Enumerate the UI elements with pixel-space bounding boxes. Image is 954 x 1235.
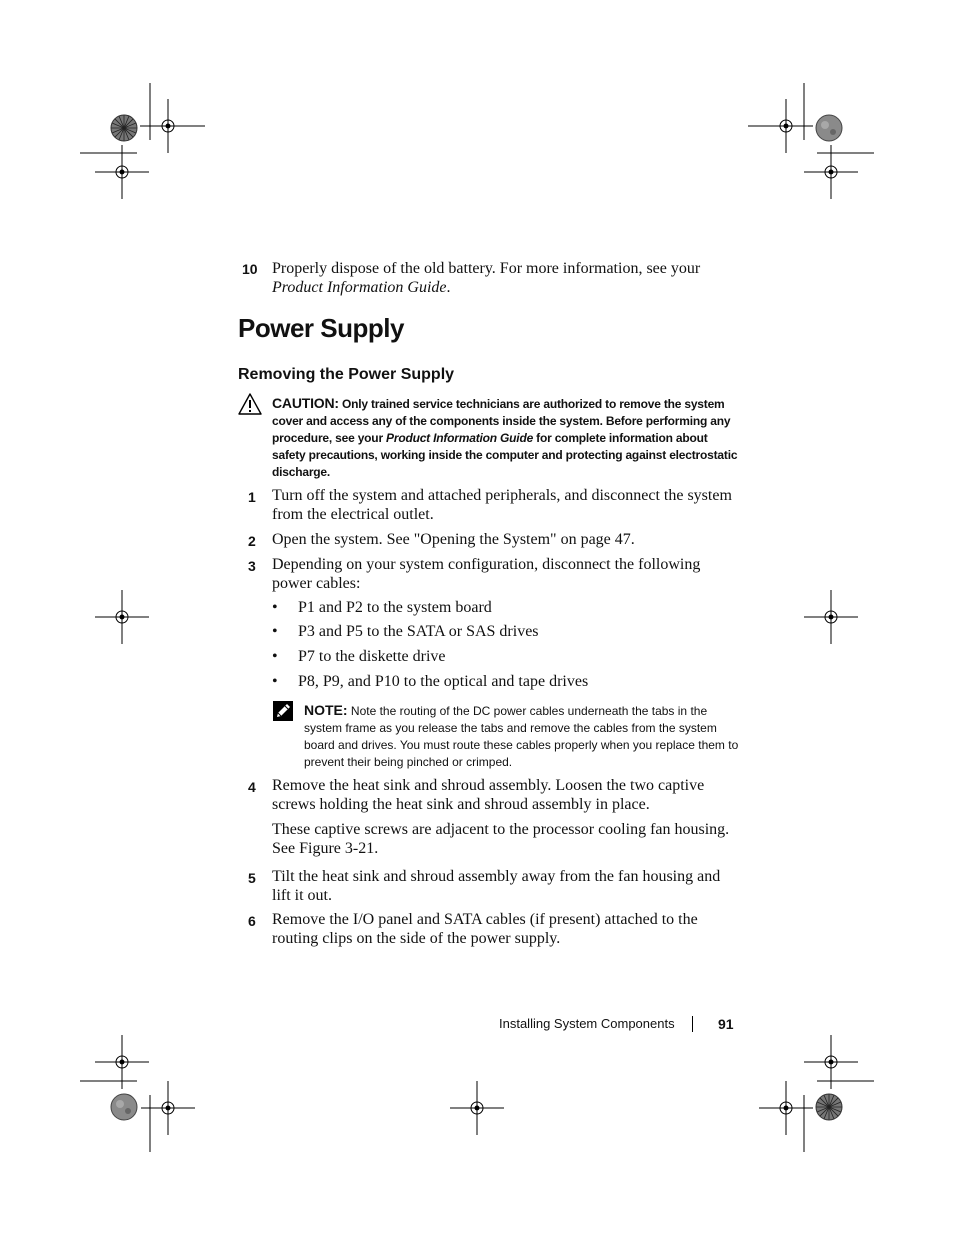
page-number: 91 [718,1016,734,1032]
step-number: 5 [248,870,256,886]
list-item: P3 and P5 to the SATA or SAS drives [298,623,539,640]
step-detail: These captive screws are adjacent to the processor cooling fan housing. See Figure 3-21. [272,821,730,857]
section-heading: Removing the Power Supply [238,366,455,383]
step-number: 6 [248,913,256,929]
note-label: NOTE: [304,702,348,718]
step-text: Tilt the heat sink and shroud assembly away from the fan housing and lift it out. [272,868,721,904]
note-box: NOTE: Note the routing of the DC power cables underneath the tabs in the system frame as you release the tabs and remove the cables from the system board and drives. You must route these cables properly when you replace them to prevent their being pinched or crimped. [304,702,739,769]
step-text: Remove the heat sink and shroud assembly. Loosen the two captive screws holding the heat sink and shroud assembly in place. [272,777,705,813]
note-pencil-icon [272,700,294,722]
step-number: 2 [248,533,256,549]
step-number: 3 [248,558,256,574]
bullet-dot: • [272,648,278,665]
caution-box: CAUTION: Only trained service technicians are authorized to remove the system cover and access any of the components inside the system. Before performing any procedure, see your Product Information Guide for complete information about safety precautions, working inside the computer and protecting against electrostatic discharge. [272,395,738,479]
step-text: Remove the I/O panel and SATA cables (if present) attached to the routing clips on the side of the power supply. [272,911,698,947]
step-number: 10 [242,261,258,277]
list-item: P7 to the diskette drive [298,648,446,665]
step-text: Turn off the system and attached peripherals, and disconnect the system from the electrical outlet. [272,487,732,523]
list-item: P1 and P2 to the system board [298,599,492,616]
step-number: 1 [248,489,256,505]
caution-triangle-icon [238,393,262,415]
bullet-dot: • [272,599,278,616]
step-number: 4 [248,779,256,795]
page-heading: Power Supply [238,313,404,343]
caution-label: CAUTION: [272,395,339,411]
footer-divider [692,1016,693,1032]
step-text: Properly dispose of the old battery. For more information, see your Product Information Guide. [272,260,701,296]
step-text: Open the system. See "Opening the System" on page 47. [272,531,635,548]
bullet-dot: • [272,673,278,690]
list-item: P8, P9, and P10 to the optical and tape drives [298,673,589,690]
footer-section-title: Installing System Components [499,1016,675,1031]
bullet-dot: • [272,623,278,640]
step-text: Depending on your system configuration, disconnect the following power cables: [272,556,701,592]
